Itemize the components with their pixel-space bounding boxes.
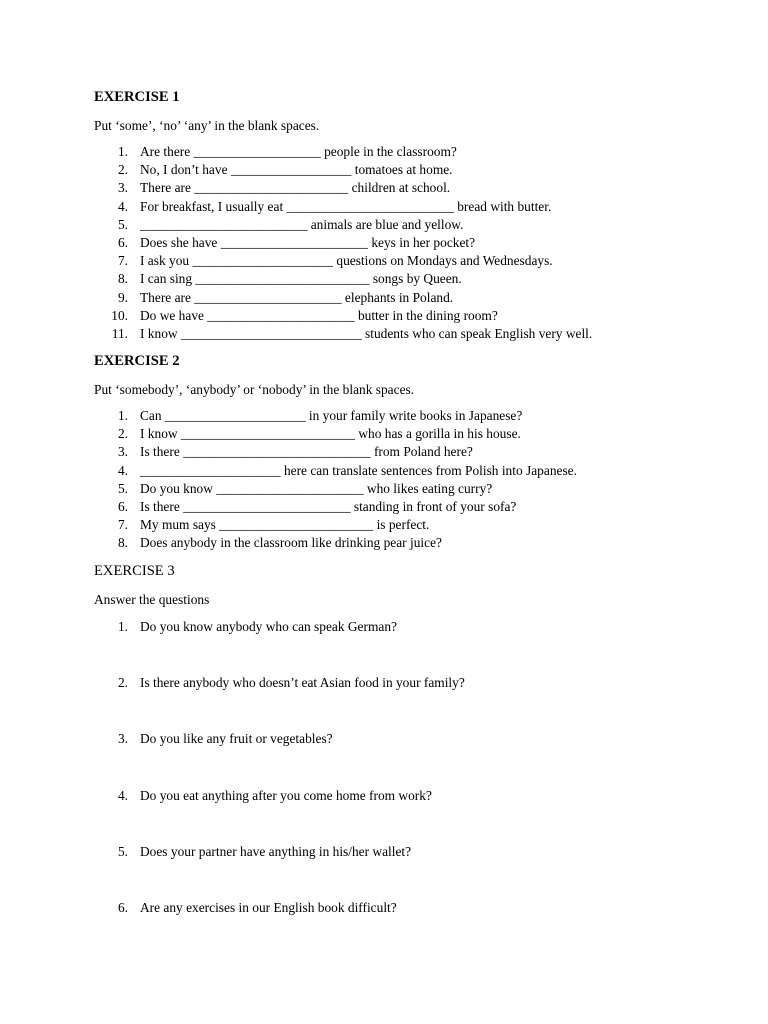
exercise2-item bbox=[94, 443, 577, 461]
exercise1-title: EXERCISE 1 bbox=[94, 89, 180, 105]
item-text: I can sing __________________________ songs by Queen. bbox=[140, 271, 462, 287]
item-number: 3. bbox=[117, 444, 128, 460]
exercise3-instruction: Answer the questions bbox=[94, 592, 210, 607]
item-text: Are there ___________________ people in the classroom? bbox=[140, 144, 457, 159]
item-number: 3. bbox=[117, 731, 128, 747]
item-text: Do we have ______________________ butter in the dining room? bbox=[140, 307, 498, 323]
item-text: I know ___________________________ students who can speak English very well. bbox=[140, 326, 593, 342]
item-text: _____________________ here can translate sentences from Polish into Japanese. bbox=[140, 462, 577, 478]
item-number: 7. bbox=[117, 517, 128, 533]
exercise2-list bbox=[94, 407, 577, 553]
exercise2-item bbox=[94, 498, 577, 516]
item-text: Is there anybody who doesn’t eat Asian food in your family? bbox=[140, 675, 465, 691]
item-text: Can _____________________ in your family write books in Japanese? bbox=[140, 408, 523, 423]
item-number: 5. bbox=[117, 843, 128, 859]
exercise2-item bbox=[94, 407, 577, 425]
exercise1-item bbox=[94, 270, 592, 288]
item-number: 1. bbox=[117, 408, 128, 423]
exercise2-item bbox=[94, 462, 577, 480]
item-text: I know __________________________ who has a gorilla in his house. bbox=[140, 426, 521, 442]
exercise1-item bbox=[94, 325, 592, 343]
exercise3-item bbox=[94, 787, 465, 843]
item-number: 1. bbox=[117, 619, 128, 634]
exercise1-item bbox=[94, 307, 592, 325]
item-text: Does anybody in the classroom like drinking pear juice? bbox=[140, 535, 442, 551]
item-text: For breakfast, I usually eat _________________________ bread with butter. bbox=[140, 198, 552, 214]
exercise2-item bbox=[94, 516, 577, 534]
item-text: Do you know ______________________ who likes eating curry? bbox=[140, 480, 493, 496]
item-number: 5. bbox=[117, 480, 128, 496]
exercise3-item bbox=[94, 899, 465, 955]
item-text: There are ______________________ elephants in Poland. bbox=[140, 289, 454, 305]
exercise2-item bbox=[94, 534, 577, 552]
item-number: 9. bbox=[117, 289, 128, 305]
exercise1-list bbox=[94, 143, 592, 343]
exercise2-item bbox=[94, 425, 577, 443]
item-number: 4. bbox=[117, 198, 128, 214]
item-number: 10. bbox=[111, 307, 128, 323]
item-text: _________________________ animals are blue and yellow. bbox=[140, 216, 464, 232]
item-number: 11. bbox=[111, 326, 128, 342]
item-text: Are any exercises in our English book difficult? bbox=[140, 899, 397, 915]
item-text: Do you know anybody who can speak German? bbox=[140, 619, 397, 634]
exercise3-title: EXERCISE 3 bbox=[94, 563, 175, 579]
exercise1-item bbox=[94, 252, 592, 270]
item-number: 6. bbox=[117, 235, 128, 251]
exercise3-list bbox=[94, 618, 465, 955]
item-number: 2. bbox=[117, 426, 128, 442]
exercise1-item bbox=[94, 179, 592, 197]
exercise2-instruction: Put ‘somebody’, ‘anybody’ or ‘nobody’ in the blank spaces. bbox=[94, 382, 415, 397]
item-number: 2. bbox=[117, 675, 128, 691]
exercise1-item bbox=[94, 143, 592, 161]
item-number: 8. bbox=[117, 271, 128, 287]
exercise2-item bbox=[94, 480, 577, 498]
item-text: No, I don’t have __________________ tomatoes at home. bbox=[140, 162, 453, 178]
item-number: 6. bbox=[117, 899, 128, 915]
item-text: Does she have ______________________ keys in her pocket? bbox=[140, 235, 476, 251]
exercise3-item bbox=[94, 674, 465, 730]
item-number: 7. bbox=[117, 253, 128, 269]
item-number: 3. bbox=[117, 180, 128, 196]
exercise3-item bbox=[94, 618, 465, 674]
item-text: My mum says _______________________ is perfect. bbox=[140, 517, 430, 533]
item-text: There are _______________________ children at school. bbox=[140, 180, 451, 196]
item-number: 5. bbox=[117, 216, 128, 232]
exercise2-title: EXERCISE 2 bbox=[94, 353, 180, 369]
exercise1-item bbox=[94, 161, 592, 179]
item-number: 1. bbox=[117, 144, 128, 159]
item-number: 8. bbox=[117, 535, 128, 551]
exercise3-item bbox=[94, 730, 465, 786]
exercise1-instruction: Put ‘some’, ‘no’ ‘any’ in the blank spaces. bbox=[94, 118, 320, 133]
item-text: Do you like any fruit or vegetables? bbox=[140, 731, 333, 747]
item-number: 2. bbox=[117, 162, 128, 178]
item-number: 4. bbox=[117, 462, 128, 478]
exercise3-item bbox=[94, 843, 465, 899]
item-number: 6. bbox=[117, 499, 128, 515]
exercise1-item bbox=[94, 234, 592, 252]
exercise1-item bbox=[94, 289, 592, 307]
item-text: Is there _________________________ standing in front of your sofa? bbox=[140, 499, 517, 515]
item-text: Do you eat anything after you come home from work? bbox=[140, 787, 432, 803]
item-number: 4. bbox=[117, 787, 128, 803]
exercise1-item bbox=[94, 216, 592, 234]
item-text: Is there ____________________________ from Poland here? bbox=[140, 444, 473, 460]
item-text: I ask you _____________________ questions on Mondays and Wednesdays. bbox=[140, 253, 553, 269]
item-text: Does your partner have anything in his/her wallet? bbox=[140, 843, 412, 859]
exercise1-item bbox=[94, 198, 592, 216]
